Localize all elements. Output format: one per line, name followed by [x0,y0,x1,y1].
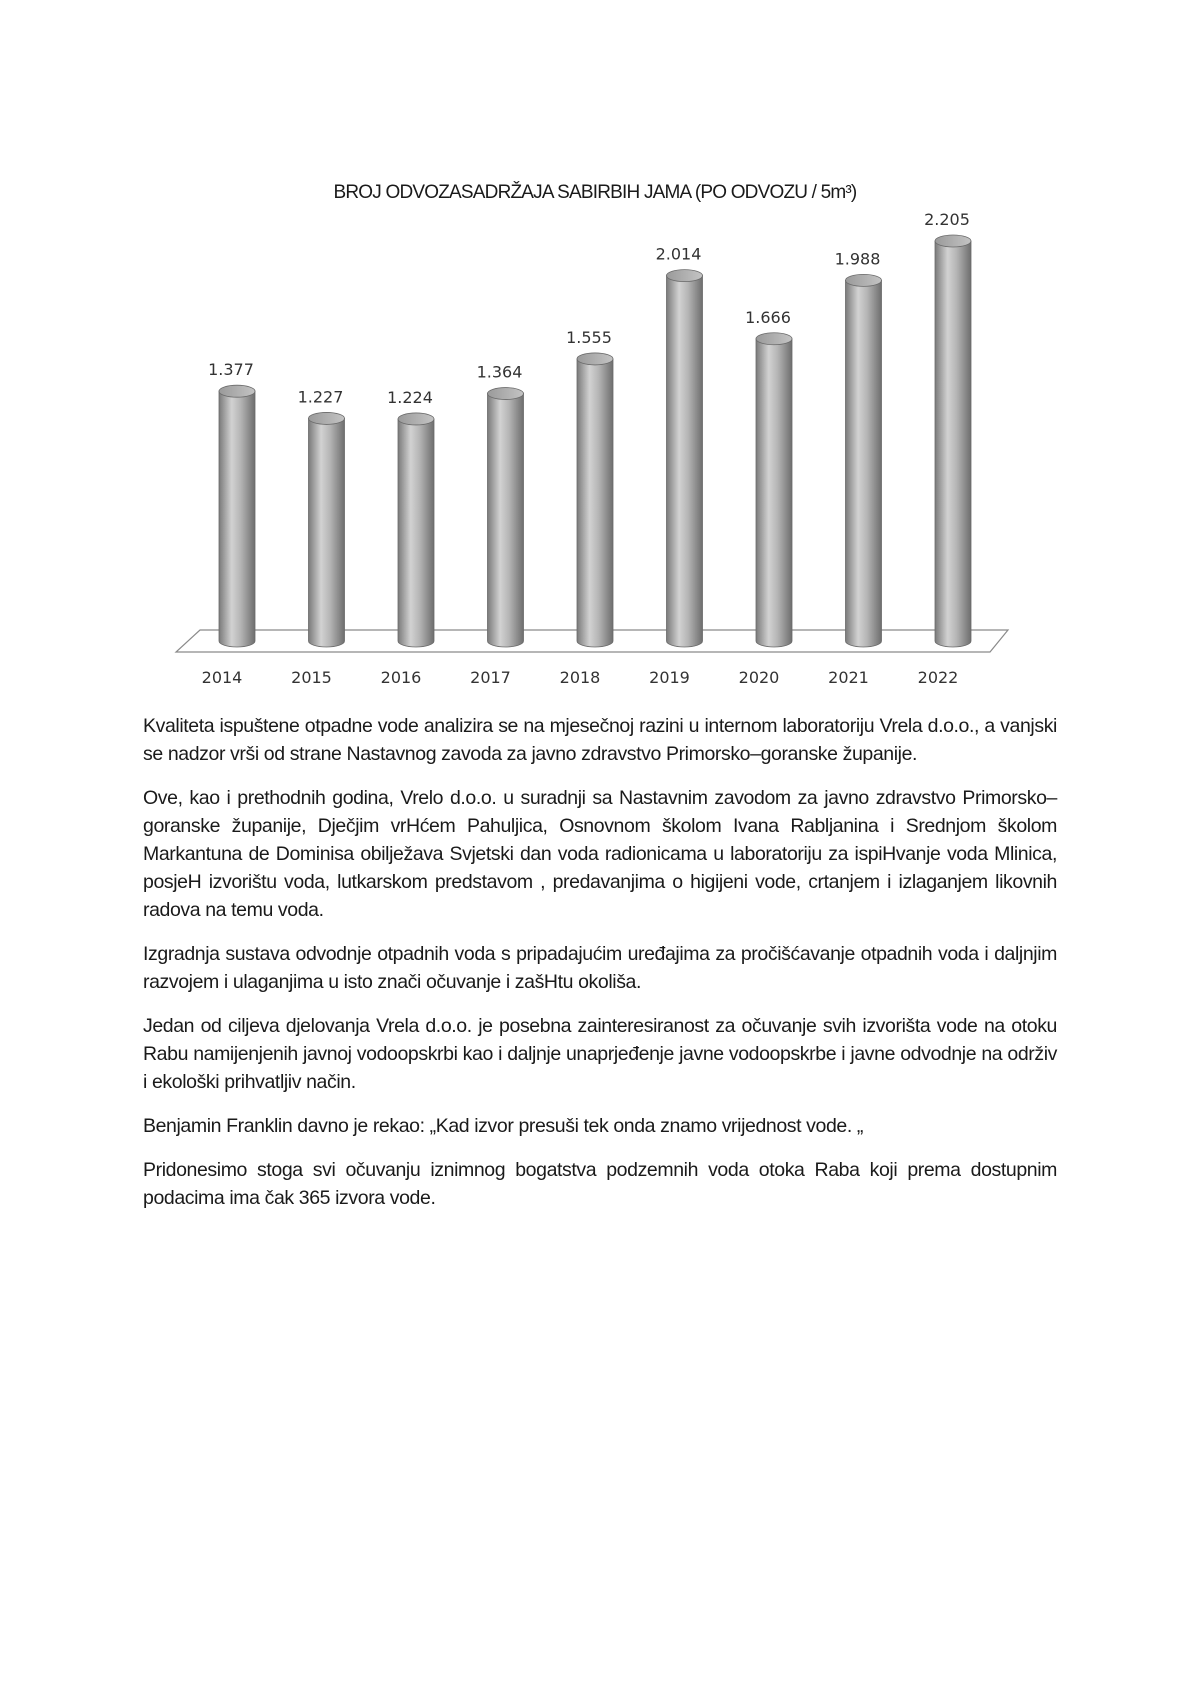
bar-2018 [577,353,613,647]
x-tick-label: 2019 [649,668,690,687]
paragraph: Jedan od ciljeva djelovanja Vrela d.o.o. je posebna zainteresiranost za očuvanje svih izvorišta vode na otoku Rabu namijenjenih javnoj vodoopskrbi kao i daljnje unaprjeđenje javne vodoopskrbe i javne odvodnje na održiv i ekološki prihvatljiv način. [143,1015,1057,1093]
x-tick-label: 2021 [828,668,869,687]
bar-2016 [398,413,434,647]
x-tick-label: 2014 [201,668,243,687]
data-label: 1.377 [208,360,254,380]
bar-2017 [488,388,524,647]
data-label: 1.555 [566,327,612,347]
paragraph: Benjamin Franklin davno je rekao: „Kad izvor presuši tek onda znamo vrijednost vode. „ [143,1115,863,1137]
paragraph: Ove, kao i prethodnih godina, Vrelo d.o.o. u suradnji sa Nastavnim zavodom za javno zdravstvo Primorsko–goranske županije, Dječjim vrHćem Pahuljica, Osnovnom školom Ivana Rabljanina i Srednjom školom Markantuna de Dominisa obilježava Svjetski dan voda radionicama u laboratoriju za ispiHvanje voda Mlinica, posjeH izvorištu voda, lutkarskom predstavom , predavanjima o higijeni vode, crtanjem i izlaganjem likovnih radova na temu voda. [143,787,1057,921]
body-text [143,712,1057,1228]
bar-chart [0,0,1190,700]
data-label: 1.364 [476,362,523,382]
paragraph: Kvaliteta ispuštene otpadne vode analizira se na mjesečnoj razini u internom laboratoriju Vrela d.o.o., a vanjski se nadzor vrši od strane Nastavnog zavoda za javno zdravstvo Primorsko–goranske županije. [143,715,1057,765]
bar-2014 [219,385,255,647]
paragraph: Izgradnja sustava odvodnje otpadnih voda s pripadajućim uređajima za pročišćavanje otpadnih voda i daljnjim razvojem i ulaganjima u isto znači očuvanje i zašHtu okoliša. [143,943,1057,993]
x-tick-label: 2018 [559,668,601,687]
x-tick-label: 2022 [917,668,959,687]
x-tick-label: 2015 [291,668,332,687]
data-label: 2.205 [924,210,970,229]
data-label: 1.227 [297,387,344,407]
chart-title: BROJ ODVOZASADRŽAJA SABIRBIH JAMA (PO ODVOZU / 5m³) [333,182,857,203]
bar-2022 [935,235,971,647]
data-label: 2.014 [655,244,702,264]
x-tick-label: 2017 [470,668,511,687]
bar-2020 [756,333,792,647]
data-label: 1.224 [387,387,433,407]
bar-2019 [667,270,703,647]
paragraph: Pridonesimo stoga svi očuvanju iznimnog bogatstva podzemnih voda otoka Raba koji prema dostupnim podacima ima čak 365 izvora vode. [143,1159,1057,1209]
data-label: 1.666 [745,307,791,327]
data-label: 1.988 [834,249,881,269]
x-tick-label: 2020 [738,668,780,687]
x-tick-label: 2016 [380,668,422,687]
bar-2015 [309,412,345,647]
bar-2021 [846,274,882,647]
